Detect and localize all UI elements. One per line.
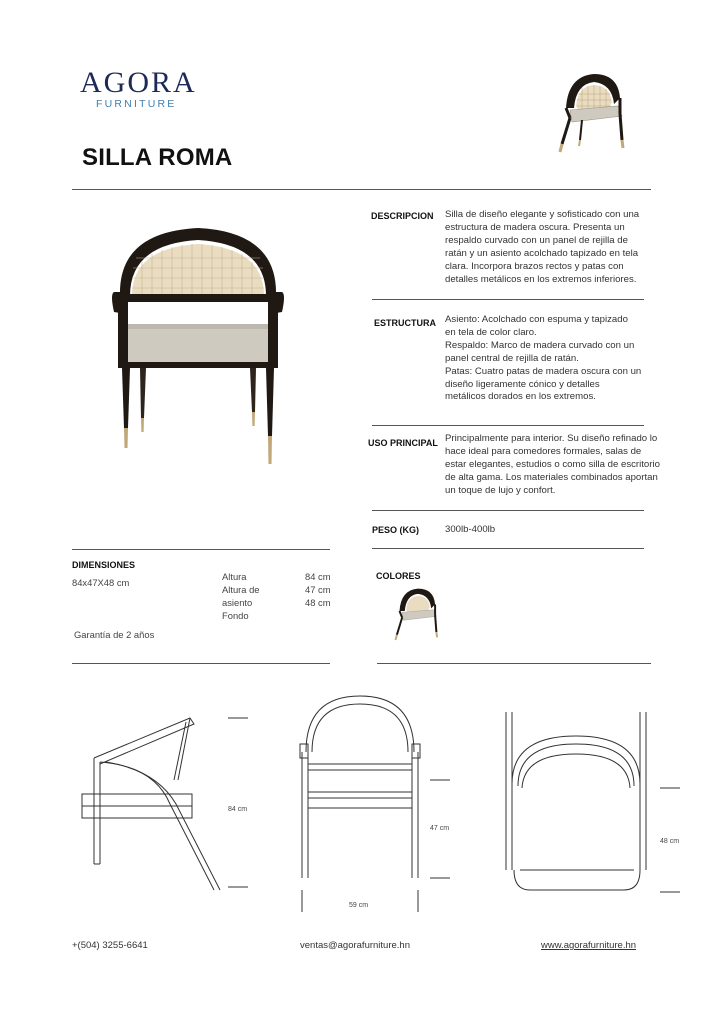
dimensiones-overall: 84x47X48 cm — [72, 577, 130, 588]
side-height-label: 84 cm — [228, 806, 248, 813]
footer-website-link[interactable]: www.agorafurniture.hn — [541, 940, 637, 951]
descripcion-text: Silla de diseño elegante y sofisticado con una estructura de madera oscura. Presenta un respaldo curvado con un panel de rejilla de ratán y un asiento acolchado tapizado en tela clara. Incorpora brazos rectos y patas con detalles metálicos en los extremos inferiores. — [445, 209, 640, 285]
color-swatch-chair[interactable] — [386, 586, 442, 644]
dimension-value-1: 47 cm — [305, 584, 331, 595]
peso-label: PESO (KG) — [372, 525, 420, 535]
dimension-value-0: 84 cm — [305, 571, 331, 582]
technical-drawing-top — [500, 706, 690, 901]
divider-descripcion — [372, 299, 644, 300]
divider-title — [72, 189, 651, 190]
dimensiones-label: DIMENSIONES — [72, 560, 136, 570]
top-depth-label: 48 cm — [660, 838, 680, 845]
uso-principal-text: Principalmente para interior. Su diseño refinado lo hace ideal para comedores formales, salas de estar elegantes, estudios o como silla de escritorio de alta gama. Los materiales combinados aportan un toque de lujo y confort. — [445, 433, 660, 496]
front-width-label: 59 cm — [349, 902, 369, 909]
brand-logo-subtitle: FURNITURE — [96, 98, 177, 110]
warranty-text: Garantía de 2 años — [74, 629, 155, 640]
divider-dimensiones-top — [72, 549, 330, 550]
technical-drawing-front — [290, 692, 460, 912]
uso-principal-label: USO PRINCIPAL — [368, 438, 438, 448]
divider-colores-bottom — [377, 663, 651, 664]
divider-dimensiones-bottom — [72, 663, 330, 664]
footer-email[interactable]: ventas@agorafurniture.hn — [300, 940, 410, 951]
peso-value: 300lb-400lb — [445, 524, 496, 535]
footer-phone[interactable]: +(504) 3255-6641 — [72, 940, 148, 951]
page-title: SILLA ROMA — [82, 144, 233, 171]
divider-uso — [372, 510, 644, 511]
estructura-label: ESTRUCTURA — [374, 318, 436, 328]
technical-drawing-side — [70, 700, 260, 900]
dimension-name-2: asiento — [222, 597, 253, 608]
dimension-name-3: Fondo — [222, 610, 249, 621]
estructura-text: Asiento: Acolchado con espuma y tapizado en tela de color claro. Respaldo: Marco de madera curvado con un panel central de rejilla de ratán. Patas: Cuatro patas de madera oscura con un diseño ligeramente cónico y detalles metálicos dorados en los extremos. — [445, 314, 642, 403]
brand-logo-name: AGORA — [80, 66, 197, 99]
dimension-value-2: 48 cm — [305, 597, 331, 608]
dimension-name-0: Altura — [222, 571, 247, 582]
colores-label: COLORES — [376, 571, 421, 581]
divider-estructura — [372, 425, 644, 426]
main-chair-image — [110, 222, 286, 468]
front-seat-label: 47 cm — [430, 825, 450, 832]
divider-peso — [372, 548, 644, 549]
header-chair-thumbnail — [548, 70, 628, 158]
dimension-name-1: Altura de — [222, 584, 260, 595]
descripcion-label: DESCRIPCION — [371, 211, 434, 221]
